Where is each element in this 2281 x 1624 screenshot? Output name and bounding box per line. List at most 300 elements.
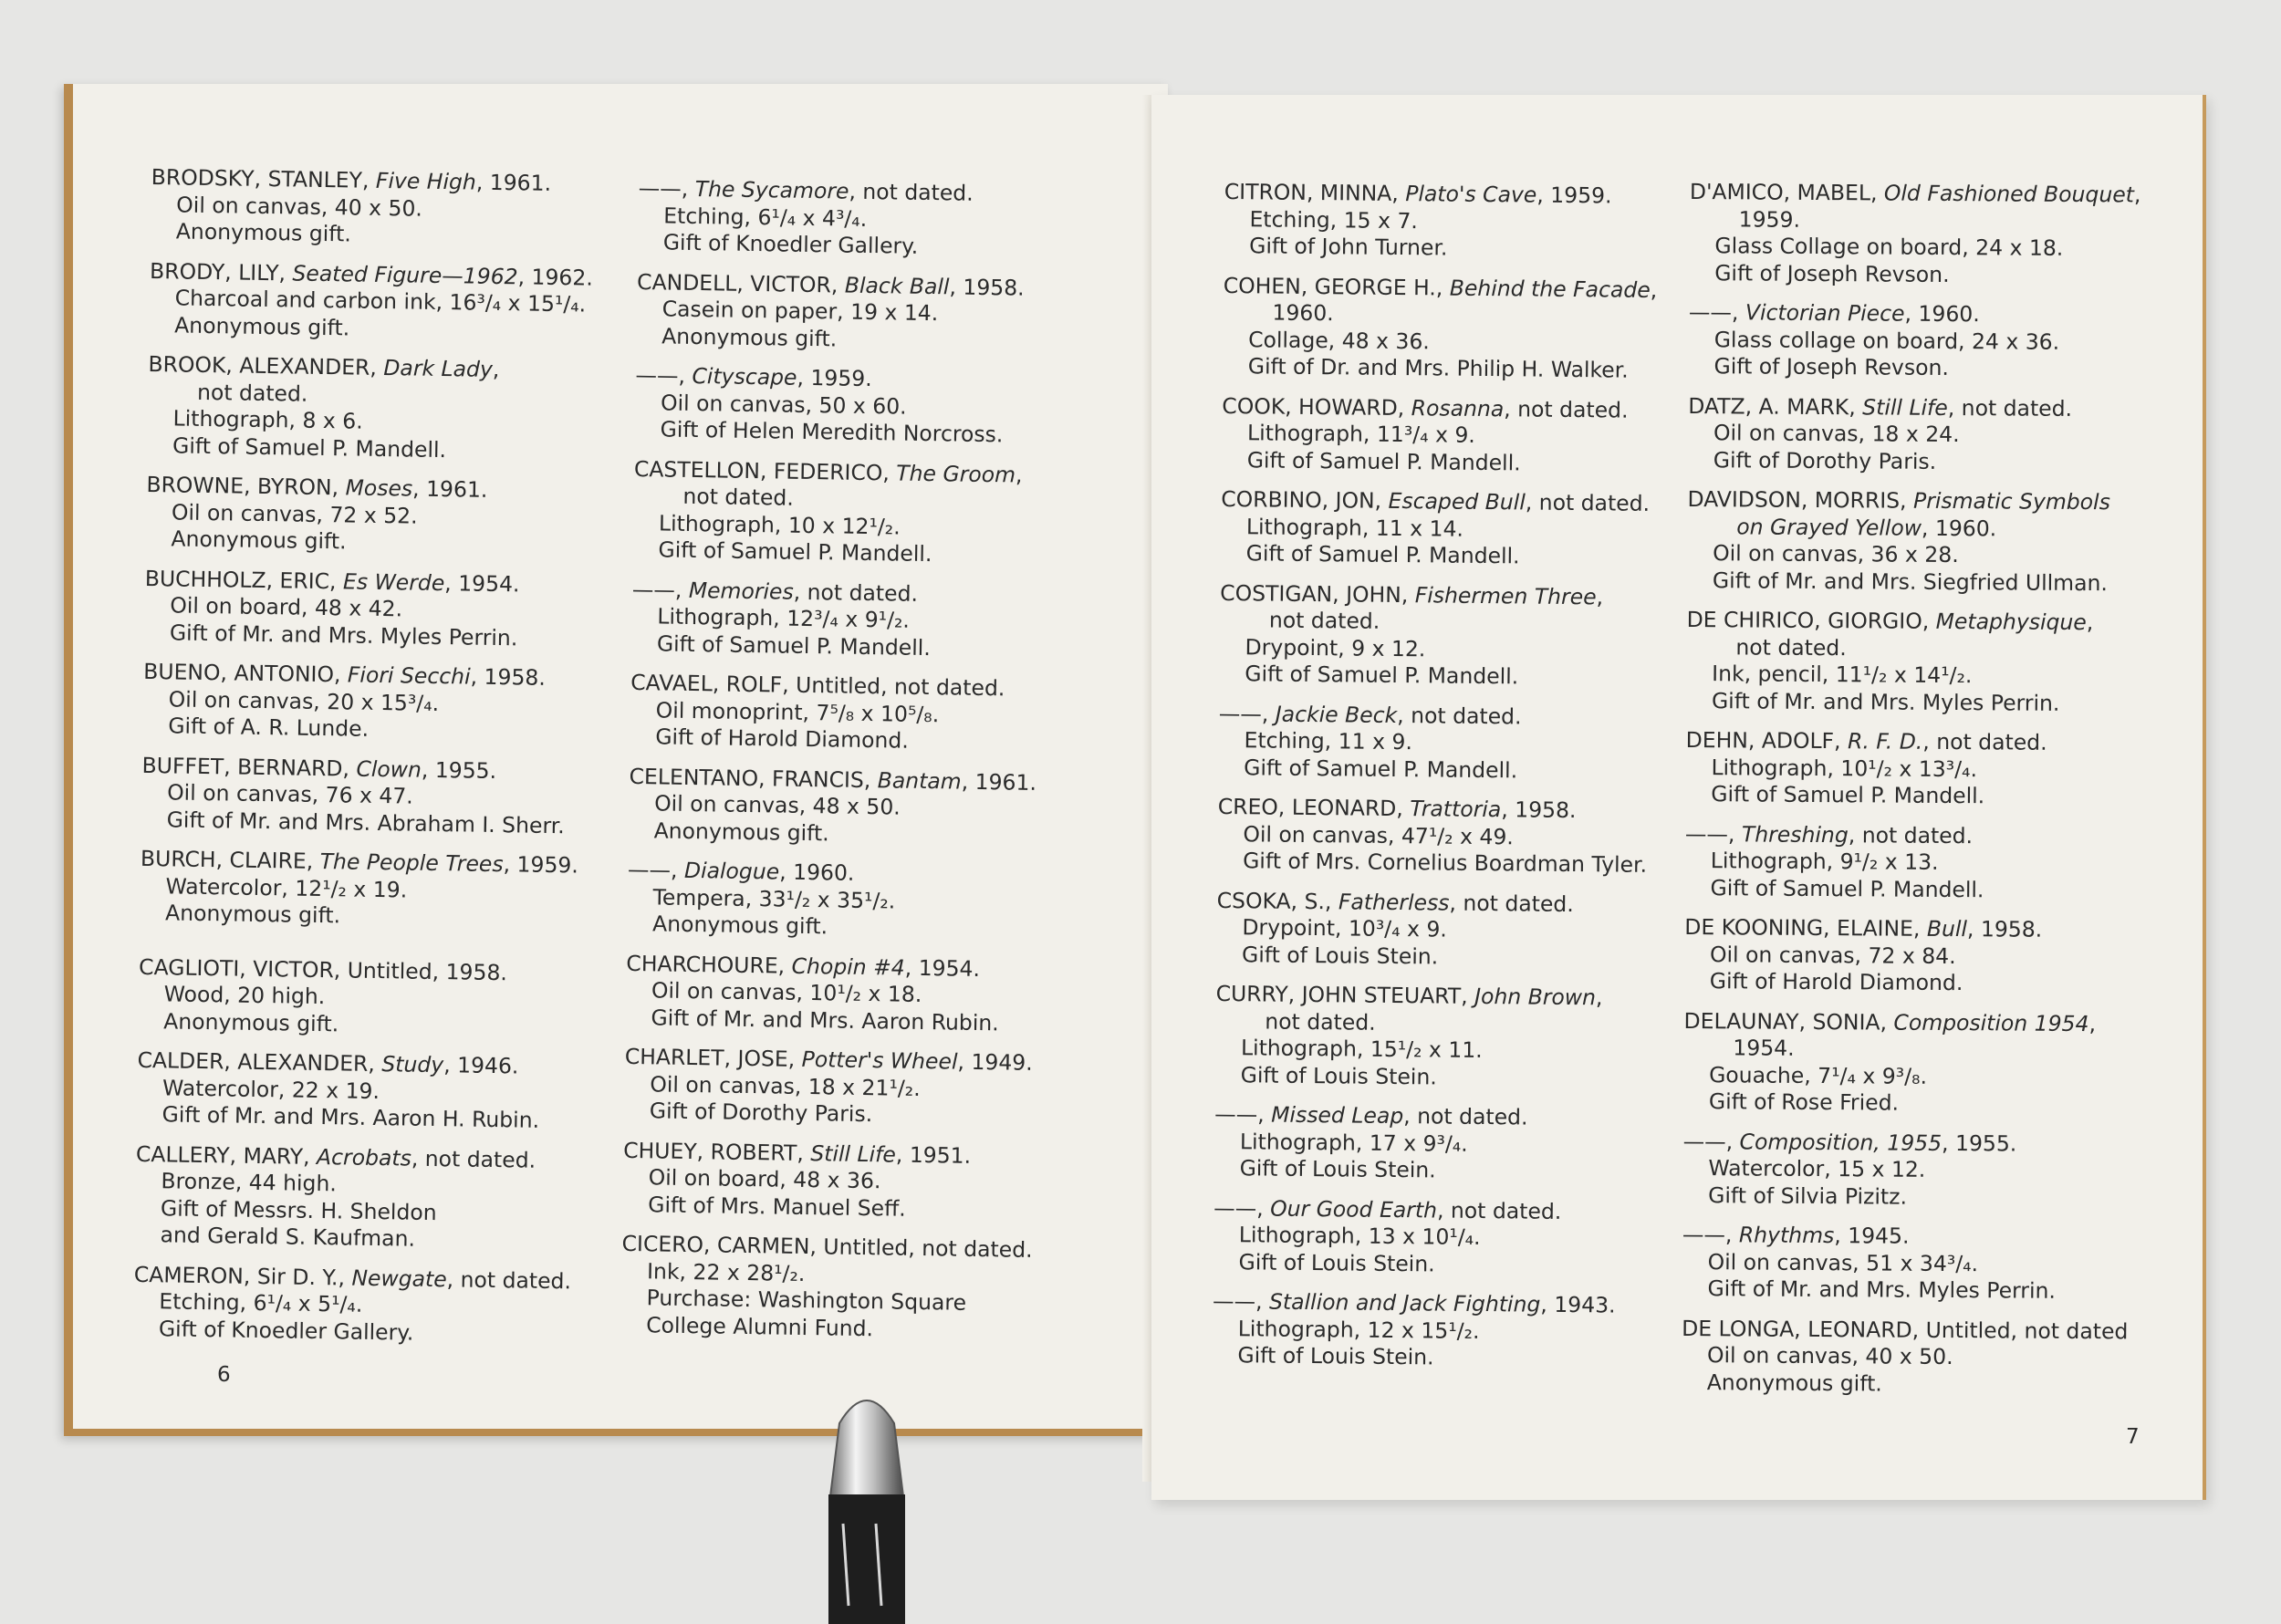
artwork-date: , 1946. xyxy=(443,1052,519,1078)
artwork-date: , xyxy=(1596,984,1603,1010)
medium-dimensions: Oil on canvas, 72 x 84. xyxy=(1684,941,2177,971)
artwork-title: Metaphysique xyxy=(1936,609,2087,635)
provenance: Anonymous gift. xyxy=(138,1007,612,1042)
artist-name: DELAUNAY, SONIA, xyxy=(1683,1007,1887,1035)
medium-dimensions: Lithograph, 12³/₄ x 9¹/₂. xyxy=(631,603,1142,638)
catalog-entry xyxy=(628,763,1140,851)
right-page-column-2 xyxy=(1682,179,2182,1412)
provenance: Gift of Mrs. Manuel Seff. xyxy=(622,1191,1133,1225)
artist-name: CHARLET, JOSE, xyxy=(625,1044,796,1072)
medium-dimensions: Drypoint, 10³/₄ x 9. xyxy=(1216,914,1672,946)
artwork-date: , 1958. xyxy=(949,274,1025,300)
catalog-entry xyxy=(634,362,1146,451)
provenance: Gift of John Turner. xyxy=(1224,233,1680,265)
pen-graphic xyxy=(812,1387,922,1624)
medium-dimensions: Oil on canvas, 20 x 15³/₄. xyxy=(143,685,618,720)
catalog-entry xyxy=(1221,486,1678,572)
artwork-date: , 1960. xyxy=(779,859,855,886)
artist-name: BRODSKY, STANLEY, xyxy=(151,164,370,193)
provenance: Gift of Mrs. Cornelius Boardman Tyler. xyxy=(1217,848,1673,880)
entry-heading xyxy=(1689,299,2182,329)
artist-name: CASTELLON, FEDERICO, xyxy=(634,455,890,484)
provenance: Gift of Silvia Pizitz. xyxy=(1682,1182,2175,1212)
catalog-entry xyxy=(133,1261,609,1349)
medium-dimensions: Oil on canvas, 10¹/₂ x 18. xyxy=(626,977,1137,1012)
provenance: Gift of Louis Stein. xyxy=(1213,1248,1669,1280)
provenance: Gift of Louis Stein. xyxy=(1212,1342,1668,1374)
catalog-entry xyxy=(141,752,616,840)
entry-heading-continued xyxy=(1223,299,1679,331)
medium-dimensions: Lithograph, 17 x 9³/₄. xyxy=(1214,1128,1671,1160)
entry-heading-continued xyxy=(1687,513,2180,543)
artist-name: CREO, LEONARD, xyxy=(1218,794,1403,821)
catalog-entry xyxy=(1215,981,1672,1093)
provenance: Gift of Samuel P. Mandell. xyxy=(631,630,1142,664)
artist-name: DAVIDSON, MORRIS, xyxy=(1687,486,1906,514)
provenance: Gift of Harold Diamond. xyxy=(630,724,1140,758)
medium-dimensions: Lithograph, 13 x 10¹/₄. xyxy=(1213,1222,1670,1254)
medium-dimensions: Lithograph, 10¹/₂ x 13³/₄. xyxy=(1685,754,2178,784)
artwork-date: , xyxy=(493,357,500,382)
catalog-entry xyxy=(1212,1288,1669,1374)
medium-dimensions: Etching, 6¹/₄ x 4³/₄. xyxy=(638,202,1149,236)
artwork-title: Memories xyxy=(689,577,794,604)
artwork-date: , 1959. xyxy=(797,365,872,391)
artist-name: BROOK, ALEXANDER, xyxy=(148,351,377,380)
artist-name: D'AMICO, MABEL, xyxy=(1690,179,1878,205)
artwork-date: , not dated. xyxy=(1449,890,1574,916)
medium-dimensions: Lithograph, 11 x 14. xyxy=(1221,513,1677,545)
artist-name: CSOKA, S., xyxy=(1217,887,1332,913)
artwork-title: Rhythms xyxy=(1739,1222,1835,1248)
medium-dimensions: Casein on paper, 19 x 14. xyxy=(636,296,1147,330)
catalog-entry xyxy=(1223,272,1680,384)
medium-dimensions: Watercolor, 22 x 19. xyxy=(137,1074,611,1109)
artwork-date: 1960. xyxy=(1272,300,1334,327)
catalog-entry xyxy=(145,472,620,560)
provenance: Gift of Mr. and Mrs. Aaron H. Rubin. xyxy=(136,1101,610,1136)
catalog-entry xyxy=(136,1047,611,1136)
catalog-entry xyxy=(1689,179,2182,290)
catalog-entry xyxy=(151,164,626,253)
artist-name: ——, xyxy=(632,576,682,602)
catalog-entry xyxy=(1217,794,1674,880)
medium-dimensions: Lithograph, 15¹/₂ x 11. xyxy=(1215,1035,1672,1067)
catalog-entry xyxy=(1218,700,1675,786)
provenance: Anonymous gift. xyxy=(151,218,625,253)
artist-name: BUFFET, BERNARD, xyxy=(141,752,349,781)
medium-dimensions: Bronze, 44 high. xyxy=(135,1168,609,1202)
artist-name: ——, xyxy=(635,362,685,389)
artwork-title: The People Trees xyxy=(319,848,503,877)
artist-name: COSTIGAN, JOHN, xyxy=(1220,579,1408,607)
catalog-entry xyxy=(636,268,1148,357)
artwork-date: not dated. xyxy=(682,484,794,511)
catalog-entry xyxy=(1216,887,1673,973)
medium-dimensions: Oil on board, 48 x 42. xyxy=(144,592,619,627)
artwork-date: , 1951. xyxy=(896,1141,972,1168)
provenance: Gift of Samuel P. Mandell. xyxy=(1219,661,1675,692)
medium-dimensions: Oil on canvas, 18 x 24. xyxy=(1688,420,2181,450)
provenance: Gift of Louis Stein. xyxy=(1215,1061,1672,1093)
right-page xyxy=(1151,95,2206,1500)
artwork-title: Bantam xyxy=(878,767,962,794)
provenance: Gift of Dorothy Paris. xyxy=(1688,446,2181,476)
artist-name: ——, xyxy=(1219,700,1269,726)
medium-dimensions: Oil on board, 48 x 36. xyxy=(623,1164,1134,1199)
artwork-date: 1959. xyxy=(1739,206,1800,232)
artwork-date: Untitled, not dated. xyxy=(788,672,1005,702)
artwork-date: , 1945. xyxy=(1834,1223,1909,1249)
artwork-date: , 1960. xyxy=(1922,515,1996,541)
artwork-date: not dated. xyxy=(197,379,308,406)
medium-dimensions: Drypoint, 9 x 12. xyxy=(1219,633,1675,665)
artwork-date: , xyxy=(2087,609,2094,635)
artist-name: CALDER, ALEXANDER, xyxy=(137,1047,375,1077)
artist-name: CHUEY, ROBERT, xyxy=(623,1137,804,1165)
artwork-date: not dated. xyxy=(1265,1008,1376,1035)
artwork-date: , not dated. xyxy=(1849,822,1973,848)
catalog-entry xyxy=(631,576,1143,664)
provenance: Gift of Louis Stein. xyxy=(1216,941,1672,973)
artwork-title: Es Werde xyxy=(343,568,445,596)
artwork-title: Victorian Piece xyxy=(1745,299,1905,326)
artwork-title: Stallion and Jack Fighting xyxy=(1269,1289,1541,1317)
artwork-date: , 1962. xyxy=(517,264,593,290)
entry-heading-continued xyxy=(1220,607,1676,639)
artist-name: CURRY, JOHN STEUART, xyxy=(1216,981,1468,1009)
artwork-date: , xyxy=(1016,462,1023,487)
artist-name: CELENTANO, FRANCIS, xyxy=(629,763,870,792)
artist-name: ——, xyxy=(1682,1222,1733,1247)
artist-name: CANDELL, VICTOR, xyxy=(637,268,838,297)
artwork-title: Behind the Facade xyxy=(1450,275,1651,302)
artwork-title: Potter's Wheel xyxy=(801,1046,957,1075)
artist-name: ——, xyxy=(1685,820,1735,846)
artist-name: CICERO, CARMEN, xyxy=(621,1231,817,1259)
catalog-entry xyxy=(140,846,615,934)
provenance: Anonymous gift. xyxy=(627,911,1138,945)
artwork-date: , xyxy=(1596,584,1603,609)
artist-name: ——, xyxy=(639,175,689,202)
artwork-title: Still Life xyxy=(810,1140,896,1167)
medium-dimensions: Etching, 11 x 9. xyxy=(1218,727,1674,759)
artist-name: CITRON, MINNA, xyxy=(1224,179,1399,206)
artwork-title: Black Ball xyxy=(845,272,950,299)
catalog-entry xyxy=(1213,1194,1670,1280)
medium-dimensions: Collage, 48 x 36. xyxy=(1223,326,1679,358)
medium-dimensions: Watercolor, 15 x 12. xyxy=(1682,1155,2175,1185)
left-page-column-1 xyxy=(133,164,626,1362)
artwork-date: , not dated. xyxy=(794,578,919,606)
provenance: Gift of Dorothy Paris. xyxy=(624,1098,1135,1132)
provenance: Gift of Samuel P. Mandell. xyxy=(1218,754,1674,786)
artwork-title: Old Fashioned Bouquet xyxy=(1884,180,2134,207)
entry-heading xyxy=(1687,607,2180,637)
provenance: Gift of Samuel P. Mandell. xyxy=(147,432,621,466)
artist-name: CAGLIOTI, VICTOR, xyxy=(139,953,341,982)
artwork-date: , not dated. xyxy=(1397,703,1522,729)
catalog-entry xyxy=(142,659,618,747)
artwork-title: Our Good Earth xyxy=(1270,1195,1437,1223)
medium-dimensions: Lithograph, 9¹/₂ x 13. xyxy=(1685,848,2178,878)
medium-dimensions: Oil monoprint, 7⁵/₈ x 10⁵/₈. xyxy=(630,696,1141,731)
artwork-date: not dated. xyxy=(1735,634,1847,661)
catalog-entry xyxy=(1688,299,2182,383)
entry-heading xyxy=(1688,392,2181,422)
artist-name: BROWNE, BYRON, xyxy=(146,472,339,500)
artist-name: DE LONGA, LEONARD, xyxy=(1682,1315,1919,1342)
artwork-title: Threshing xyxy=(1742,821,1849,848)
artist-name: COOK, HOWARD, xyxy=(1222,392,1404,420)
artwork-title: Missed Leap xyxy=(1271,1102,1403,1130)
medium-dimensions: Oil on canvas, 51 x 34³/₄. xyxy=(1682,1248,2175,1278)
catalog-entry xyxy=(134,1140,610,1255)
entry-heading xyxy=(1684,914,2177,944)
artwork-title: Fiori Secchi xyxy=(348,661,471,689)
catalog-entry xyxy=(1224,179,1681,265)
provenance: Gift of Messrs. H. Sheldon xyxy=(135,1194,609,1229)
artist-name: ——, xyxy=(1214,1101,1265,1128)
provenance: Gift of Samuel P. Mandell. xyxy=(1221,540,1677,572)
entry-heading xyxy=(1221,486,1677,518)
medium-dimensions: Oil on canvas, 40 x 50. xyxy=(1682,1342,2174,1372)
entry-heading xyxy=(1686,727,2179,757)
artist-name: ——, xyxy=(1213,1194,1264,1221)
medium-dimensions: Oil on canvas, 48 x 50. xyxy=(629,790,1140,825)
catalog-entry xyxy=(1688,392,2182,476)
medium-dimensions: Etching, 15 x 7. xyxy=(1224,205,1680,237)
provenance: Anonymous gift. xyxy=(140,900,614,934)
catalog-entry xyxy=(1685,727,2179,811)
artist-name: ——, xyxy=(628,857,678,883)
catalog-entry xyxy=(622,1137,1134,1225)
artwork-title: Trattoria xyxy=(1410,796,1501,822)
provenance: Gift of Mr. and Mrs. Siegfried Ullman. xyxy=(1687,567,2180,597)
artwork-date: , xyxy=(2088,1011,2096,1036)
artwork-title: The Groom xyxy=(896,460,1016,487)
medium-dimensions: Glass Collage on board, 24 x 18. xyxy=(1689,233,2182,263)
right-page-number: 7 xyxy=(2126,1425,2140,1449)
medium-dimensions: Oil on canvas, 76 x 47. xyxy=(141,779,616,814)
medium-dimensions: Wood, 20 high. xyxy=(138,981,612,1015)
entry-heading-continued xyxy=(1683,1035,2176,1065)
artist-name: DEHN, ADOLF, xyxy=(1686,727,1841,754)
provenance: Anonymous gift. xyxy=(1682,1369,2174,1399)
provenance: Gift of Joseph Revson. xyxy=(1688,353,2181,383)
provenance: Gift of Mr. and Mrs. Aaron Rubin. xyxy=(625,1004,1136,1038)
provenance: Gift of A. R. Lunde. xyxy=(142,713,617,747)
medium-dimensions: Oil on canvas, 36 x 28. xyxy=(1687,540,2180,570)
medium-dimensions: Oil on canvas, 40 x 50. xyxy=(151,191,625,225)
artist-name: ——, xyxy=(1683,1128,1734,1153)
artwork-title-continued: on Grayed Yellow xyxy=(1736,514,1922,540)
artwork-date: , 1954. xyxy=(444,570,520,597)
artwork-date: , 1961. xyxy=(476,170,552,196)
artist-name: DE CHIRICO, GIORGIO, xyxy=(1687,607,1930,634)
provenance: Gift of Samuel P. Mandell. xyxy=(632,536,1143,571)
medium-dimensions: Oil on canvas, 47¹/₂ x 49. xyxy=(1217,820,1673,852)
provenance: Gift of Harold Diamond. xyxy=(1684,968,2177,998)
catalog-entry xyxy=(1682,1222,2175,1306)
catalog-entry xyxy=(1682,1315,2175,1399)
medium-dimensions: Oil on canvas, 72 x 52. xyxy=(146,498,620,533)
artist-name: CAVAEL, ROLF, xyxy=(630,670,789,698)
entry-heading xyxy=(1682,1222,2175,1252)
medium-dimensions: Lithograph, 12 x 15¹/₂. xyxy=(1213,1315,1669,1347)
artwork-title: R. F. D. xyxy=(1848,728,1922,755)
artist-name: DE KOONING, ELAINE, xyxy=(1684,914,1920,942)
artwork-title: Chopin #4 xyxy=(791,953,905,980)
artwork-title: Still Life xyxy=(1862,394,1948,421)
artwork-title: Fatherless xyxy=(1338,889,1450,915)
entry-heading xyxy=(1690,179,2182,209)
artwork-title: Study xyxy=(381,1051,443,1077)
artwork-date: , 1959. xyxy=(503,851,578,878)
entry-heading xyxy=(1687,486,2180,516)
provenance: Gift of Samuel P. Mandell. xyxy=(1685,781,2178,811)
artwork-date: , 1943. xyxy=(1540,1292,1616,1318)
catalog-entry xyxy=(1687,486,2181,598)
catalog-entry xyxy=(147,351,623,466)
catalog-entry xyxy=(620,1231,1133,1347)
artwork-date: , 1961. xyxy=(412,476,488,503)
provenance: Gift of Samuel P. Mandell. xyxy=(1222,446,1678,478)
artwork-title: Prismatic Symbols xyxy=(1913,488,2110,515)
artwork-title: Moses xyxy=(345,474,412,501)
catalog-entry xyxy=(630,670,1141,758)
entry-heading xyxy=(1685,820,2178,850)
medium-dimensions: Lithograph, 10 x 12¹/₂. xyxy=(633,509,1144,544)
catalog-entry xyxy=(144,565,620,653)
artwork-date: 1954. xyxy=(1733,1035,1794,1060)
artist-name: CAMERON, Sir D. Y., xyxy=(134,1261,346,1290)
artist-name: COHEN, GEORGE H., xyxy=(1224,272,1443,300)
catalog-entry xyxy=(627,857,1139,945)
medium-dimensions: Gouache, 7¹/₄ x 9³/₈. xyxy=(1683,1061,2176,1091)
artwork-title: Jackie Beck xyxy=(1276,701,1398,727)
artwork-date: , 1959. xyxy=(1536,182,1612,209)
artwork-date: , not dated. xyxy=(849,179,974,206)
provenance: Gift of Knoedler Gallery. xyxy=(638,229,1149,264)
artwork-date: , 1960. xyxy=(1904,301,1979,328)
entry-heading xyxy=(1214,1101,1671,1133)
catalog-entry xyxy=(1213,1101,1671,1187)
provenance: Gift of Louis Stein. xyxy=(1213,1155,1670,1187)
artist-name: ——, xyxy=(1689,299,1739,325)
entry-heading xyxy=(1683,1007,2176,1037)
artwork-date: , not dated. xyxy=(1526,489,1651,515)
artist-name: CALLERY, MARY, xyxy=(136,1140,310,1169)
provenance: College Alumni Fund. xyxy=(620,1311,1131,1346)
catalog-entry xyxy=(1222,392,1679,478)
artwork-title: Rosanna xyxy=(1411,395,1505,422)
medium-dimensions: Etching, 6¹/₄ x 5¹/₄. xyxy=(133,1288,608,1323)
artwork-date: , 1958. xyxy=(1501,796,1577,823)
artwork-date: , not dated. xyxy=(411,1145,536,1172)
left-page-column-2 xyxy=(620,175,1150,1359)
catalog-entry xyxy=(632,455,1145,571)
medium-dimensions: Oil on canvas, 18 x 21¹/₂. xyxy=(624,1070,1135,1105)
provenance: Gift of Helen Meredith Norcross. xyxy=(634,416,1145,451)
artwork-date: , not dated. xyxy=(1948,394,2072,421)
catalog-entry xyxy=(1683,1007,2177,1119)
catalog-entry xyxy=(1219,579,1676,692)
artwork-title: Escaped Bull xyxy=(1388,488,1526,515)
artist-name: BURCH, CLAIRE, xyxy=(141,846,314,874)
medium-dimensions: Tempera, 33¹/₂ x 35¹/₂. xyxy=(627,883,1138,918)
catalog-entry xyxy=(638,175,1150,264)
medium-dimensions: Charcoal and carbon ink, 16³/₄ x 15¹/₄. xyxy=(149,285,623,319)
medium-dimensions: Oil on canvas, 50 x 60. xyxy=(635,389,1146,423)
artwork-title: Five High xyxy=(376,168,476,195)
provenance: Gift of Mr. and Mrs. Myles Perrin. xyxy=(1686,687,2179,717)
artwork-title: The Sycamore xyxy=(695,176,849,204)
artwork-date: , xyxy=(2134,182,2141,207)
medium-dimensions: Lithograph, 11³/₄ x 9. xyxy=(1222,420,1678,452)
catalog-entry xyxy=(1684,914,2178,998)
provenance: Purchase: Washington Square xyxy=(620,1285,1131,1319)
artist-name: BRODY, LILY, xyxy=(150,257,286,285)
medium-dimensions: Watercolor, 12¹/₂ x 19. xyxy=(140,872,614,907)
artwork-date: , not dated. xyxy=(1922,729,2047,755)
entry-heading xyxy=(1682,1315,2174,1345)
artwork-title: Fishermen Three xyxy=(1415,582,1597,609)
artwork-date: , 1958. xyxy=(470,664,546,691)
catalog-entry xyxy=(1682,1128,2176,1212)
artwork-title: Seated Figure—1962 xyxy=(292,260,518,289)
artwork-title: Composition, 1955 xyxy=(1740,1129,1942,1156)
catalog-entry xyxy=(1686,607,2180,718)
medium-dimensions: Lithograph, 8 x 6. xyxy=(147,405,621,440)
right-page-column-1 xyxy=(1212,179,1681,1387)
left-page xyxy=(64,84,1168,1436)
artwork-title: Cityscape xyxy=(692,363,797,390)
artwork-title: Clown xyxy=(356,755,422,782)
artwork-date: , xyxy=(1651,276,1658,302)
artwork-title: Newgate xyxy=(351,1265,447,1292)
artwork-title: Plato's Cave xyxy=(1405,181,1536,208)
provenance: Gift of Samuel P. Mandell. xyxy=(1684,874,2177,904)
provenance: Gift of Mr. and Mrs. Myles Perrin. xyxy=(1682,1275,2174,1306)
entry-heading xyxy=(1224,179,1681,211)
artwork-title: Composition 1954 xyxy=(1893,1009,2088,1036)
entry-heading xyxy=(1213,1288,1669,1320)
artwork-date: , 1954. xyxy=(905,954,981,981)
entry-heading xyxy=(1218,794,1674,826)
catalog-entry xyxy=(149,257,624,346)
provenance: Gift of Mr. and Mrs. Myles Perrin. xyxy=(144,619,619,653)
provenance: Anonymous gift. xyxy=(628,817,1139,851)
artist-name: DATZ, A. MARK, xyxy=(1688,392,1856,419)
medium-dimensions: Ink, 22 x 28¹/₂. xyxy=(621,1257,1132,1292)
artist-name: CHARCHOURE, xyxy=(626,950,785,978)
artwork-date: , 1958. xyxy=(1967,916,2042,942)
artwork-title: Dialogue xyxy=(684,858,780,885)
artwork-date: , not dated. xyxy=(1437,1197,1562,1223)
provenance: Anonymous gift. xyxy=(145,526,620,560)
artwork-date: , 1961. xyxy=(962,768,1037,795)
artist-name: ——, xyxy=(1213,1288,1263,1315)
artist-name: BUCHHOLZ, ERIC, xyxy=(145,565,337,593)
provenance: Gift of Mr. and Mrs. Abraham I. Sherr. xyxy=(141,806,615,840)
provenance: Gift of Joseph Revson. xyxy=(1689,259,2182,289)
artwork-title: Bull xyxy=(1927,916,1967,942)
left-page-number: 6 xyxy=(217,1363,231,1387)
artwork-date: Untitled, not dated. xyxy=(817,1234,1033,1263)
artwork-title: Dark Lady xyxy=(383,355,493,382)
medium-dimensions: Ink, pencil, 11¹/₂ x 14¹/₂. xyxy=(1686,661,2179,691)
